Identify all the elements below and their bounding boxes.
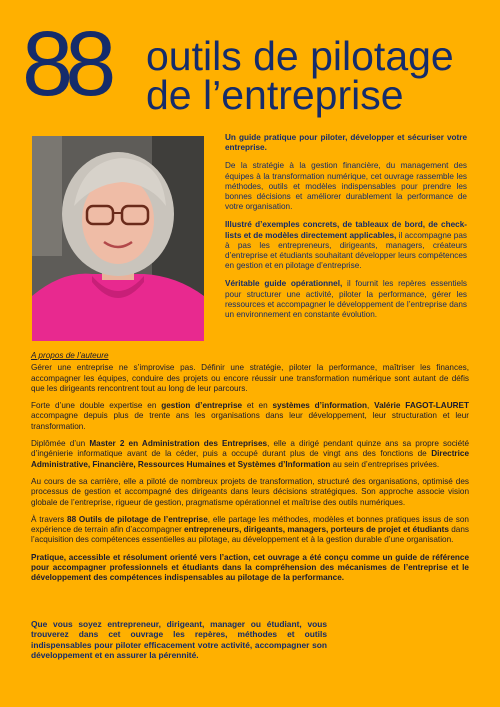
- about-bold-text: Master 2 en Administration des Entreprises: [89, 439, 268, 449]
- title-number: 88: [22, 13, 109, 115]
- about-text: ,: [366, 401, 375, 411]
- book-title-text: 88 Outils de pilotage de l’entreprise: [67, 514, 208, 524]
- intro-section: [225, 133, 467, 328]
- about-bold-text: Directrice Administrative, Financière, Ressources Humaines et Systèmes d’Information: [31, 449, 469, 469]
- about-text: dans l’acquisition des compétences essentielles au pilotage, au développement et à la gestion durable d’une organisation.: [31, 525, 469, 545]
- intro-bold-text: Véritable guide opérationnel,: [225, 279, 343, 289]
- about-paragraph: [31, 515, 469, 546]
- intro-paragraph: [225, 279, 467, 320]
- about-text: , elle partage les méthodes, modèles et bonnes pratiques issus de son expérience de terrain afin d’accompagner: [31, 514, 469, 535]
- intro-paragraph: De la stratégie à la gestion financière, du management des équipes à la transformation numérique, cet ouvrage rassemble les méthodes, outils et modèles indispensables pour prendre les bonnes décisions et améliorer durablement la performance de votre organisation.: [225, 161, 467, 212]
- title-line-1: outils de pilotage: [146, 33, 454, 79]
- intro-headline: Un guide pratique pour piloter, développer et sécuriser votre entreprise.: [225, 133, 467, 153]
- about-text: , elle a dirigé pendant quinze ans sa propre société d’ingénierie informatique avant de la céder, puis a occupé durant plus de vingt ans des fonctions de: [31, 439, 469, 459]
- about-paragraph: Au cours de sa carrière, elle a piloté de nombreux projets de transformation, structuré des organisations, optimisé des processus de gestion et accompagné des dirigeants dans leurs décisions stratégiques. Son approche associe vision globale de l’entreprise, rigueur de gestion, pragmatisme opérationnel et maîtrise des outils numériques.: [31, 476, 469, 507]
- about-bold-text: gestion d’entreprise: [161, 401, 243, 411]
- about-text: À travers: [31, 514, 68, 524]
- about-text: Forte d’une double expertise en: [31, 401, 162, 411]
- title-line-2: de l’entreprise: [146, 72, 404, 118]
- about-heading: A propos de l’auteure: [31, 351, 109, 360]
- closing-statement: Que vous soyez entrepreneur, dirigeant, manager ou étudiant, vous trouverez dans cet ouvrage les repères, méthodes et outils indispensables pour piloter efficacement votre activité, accompagner son développement et en assurer la pérennité.: [31, 619, 327, 661]
- about-text: et en: [242, 401, 273, 411]
- about-paragraph: Gérer une entreprise ne s’improvise pas. Définir une stratégie, piloter la performance, maîtriser les finances, accompagner les équipes, conduire des projets ou encore réussir une transformation numérique sont autant de défis que les dirigeants rencontrent tout au long de leur parcours.: [31, 363, 469, 393]
- intro-bold-text: Illustré d’exemples concrets, de tableaux de bord, de check-lists et de modèles directement applicables,: [225, 220, 467, 240]
- about-section: [31, 351, 469, 591]
- about-bold-text: entrepreneurs, dirigeants, managers, porteurs de projet et étudiants: [184, 525, 449, 535]
- intro-text: il accompagne pas à pas les entrepreneurs, dirigeants, managers, créateurs d’entreprise et étudiants souhaitant développer leurs compétences en gestion et en pilotage d’entreprise.: [225, 230, 468, 271]
- about-text: Diplômée d’un: [31, 439, 90, 449]
- about-text: accompagne depuis plus de trente ans les organisations dans leur développement, leur structuration et leur transformation.: [31, 411, 469, 431]
- author-name: Valérie FAGOT-LAURET: [374, 401, 469, 411]
- author-photo: [32, 136, 204, 341]
- intro-text: il fournit les repères essentiels pour structurer une activité, piloter la performance, gérer les ressources et accompagner le développement de l’entreprise dans un environnement en constante évolution.: [225, 279, 467, 320]
- about-summary: Pratique, accessible et résolument orienté vers l’action, cet ouvrage a été conçu comme un guide de référence pour accompagner professionnels et étudiants dans la compréhension des mécanismes de l’entreprise et le développement des compétences indispensables au pilotage de la performance.: [31, 552, 469, 583]
- about-paragraph: [31, 439, 469, 470]
- intro-paragraph: [225, 220, 467, 271]
- about-paragraph: [31, 401, 469, 432]
- about-text: au sein d’entreprises privées.: [330, 459, 440, 469]
- about-bold-text: systèmes d’information: [272, 401, 367, 411]
